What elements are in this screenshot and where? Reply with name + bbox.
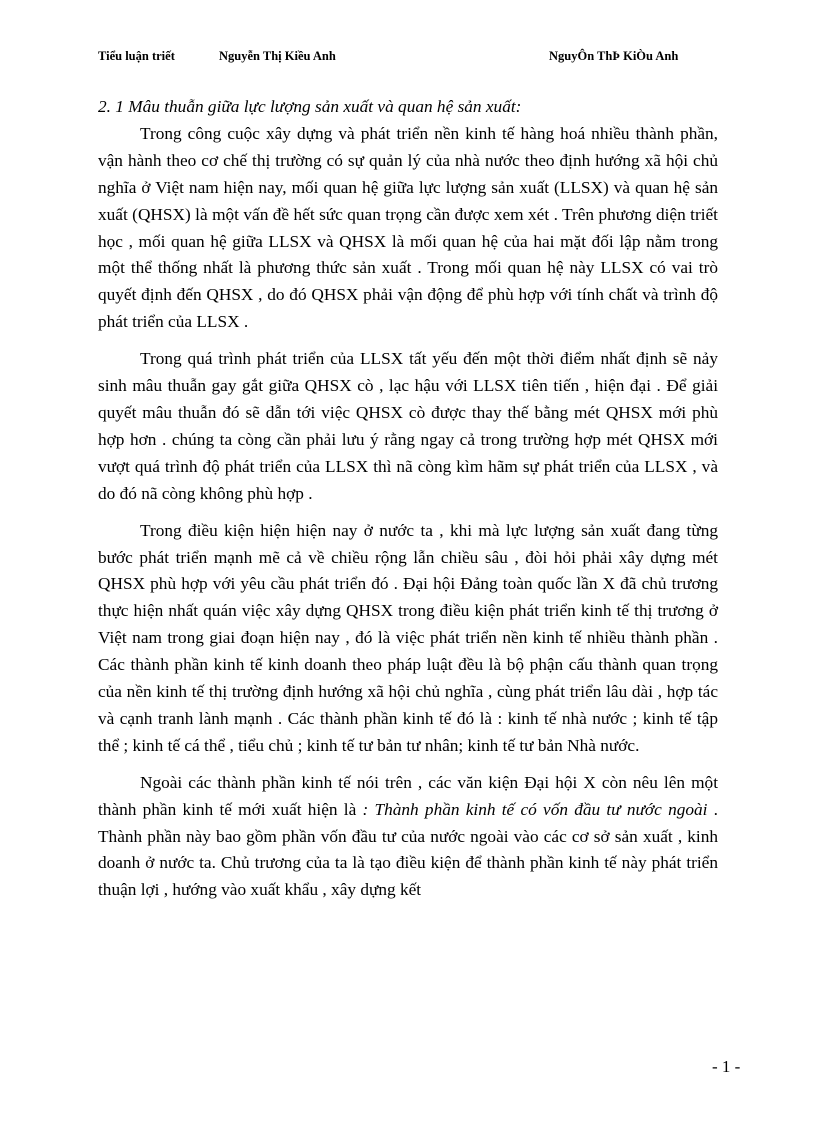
paragraph: Trong điều kiện hiện hiện nay ở nước ta , khi mà lực lượng sản xuất đang từng bước phát triển mạnh mẽ cả về chiều rộng lẫn chiều sâu , đòi hỏi phải xây dựng mét QHSX phù hợp với yêu cầu phát triển đó . Đại hội Đảng toàn quốc lần X đã chủ trương thực hiện nhất quán việc xây dựng QHSX trong điều kiện phát triển kinh tế thị trương ở Việt nam trong giai đoạn hiện nay , đó là việc phát triển nền kinh tế nhiều thành phần . Các thành phần kinh tế kinh doanh theo pháp luật đều là bộ phận cấu thành quan trọng của nền kinh tế thị trường định hướng xã hội chủ nghĩa , cùng phát triển lâu dài , hợp tác và cạnh tranh lành mạnh . Các thành phần kinh tế đó là : kinh tế nhà nước ; kinh tế tập thể ; kinh tế cá thể , tiểu chủ ; kinh tế tư bản tư nhân; kinh tế tư bản Nhà nước.: [98, 520, 718, 755]
document-body: [98, 94, 718, 904]
paragraph-text: Ngoài các thành phần kinh tế nói trên , các văn kiện Đại hội X còn nêu lên một thành phần kinh tế mới xuất hiện là: [98, 772, 718, 819]
header-doc-type: Tiểu luận triết: [98, 49, 175, 63]
page-header: [0, 49, 816, 67]
header-author: Nguyễn Thị Kiều Anh: [219, 49, 336, 63]
header-author-encoded: NguyÔn ThÞ KiÒu Anh: [549, 49, 679, 63]
paragraph-text: . Thành phần này bao gồm phần vốn đầu tư của nước ngoài vào các cơ sở sản xuất , kinh doanh ở nước ta. Chủ trương của ta là tạo điều kiện để thành phần kinh tế này phát triển thuận lợi , hướng vào xuất khẩu , xây dựng kết: [98, 799, 719, 900]
paragraph-italic-text: : Thành phần kinh tế có vốn đầu tư nước ngoài: [362, 799, 708, 819]
section-title: 2. 1 Mâu thuẫn giữa lực lượng sản xuất và quan hệ sản xuất:: [98, 97, 522, 116]
paragraph: Trong công cuộc xây dựng và phát triển nền kinh tế hàng hoá nhiều thành phần, vận hành theo cơ chế thị trường có sự quản lý của nhà nước theo định hướng xã hội chủ nghĩa ở Việt nam hiện nay, mối quan hệ giữa lực lượng sản xuất (LLSX) và quan hệ sản xuất (QHSX) là một vấn đề hết sức quan trọng cần được xem xét . Trên phương diện triết học , mối quan hệ giữa LLSX và QHSX là mối quan hệ của hai mặt đối lập nằm trong một thể thống nhất là phương thức sản xuất . Trong mối quan hệ này LLSX có vai trò quyết định đến QHSX , do đó QHSX phải vận động để phù hợp với tính chất và trình độ phát triển của LLSX .: [98, 123, 718, 332]
paragraph: Trong quá trình phát triển của LLSX tất yếu đến một thời điểm nhất định sẽ nảy sinh mâu thuẫn gay gắt giữa QHSX cò , lạc hậu với LLSX tiên tiến , hiện đại . Để giải quyết mâu thuẫn đó sẽ dẫn tới việc QHSX cò được thay thế bằng mét QHSX mới phù hợp hơn . chúng ta còng cần phải lưu ý rằng ngay cả trong trường hợp mét QHSX mới vượt quá trình độ phát triển của LLSX thì nã còng kìm hãm sự phát triển của LLSX , và do đó nã còng không phù hợp .: [98, 349, 718, 503]
page-number: - 1 -: [712, 1057, 741, 1076]
paragraph-last: [98, 770, 718, 905]
